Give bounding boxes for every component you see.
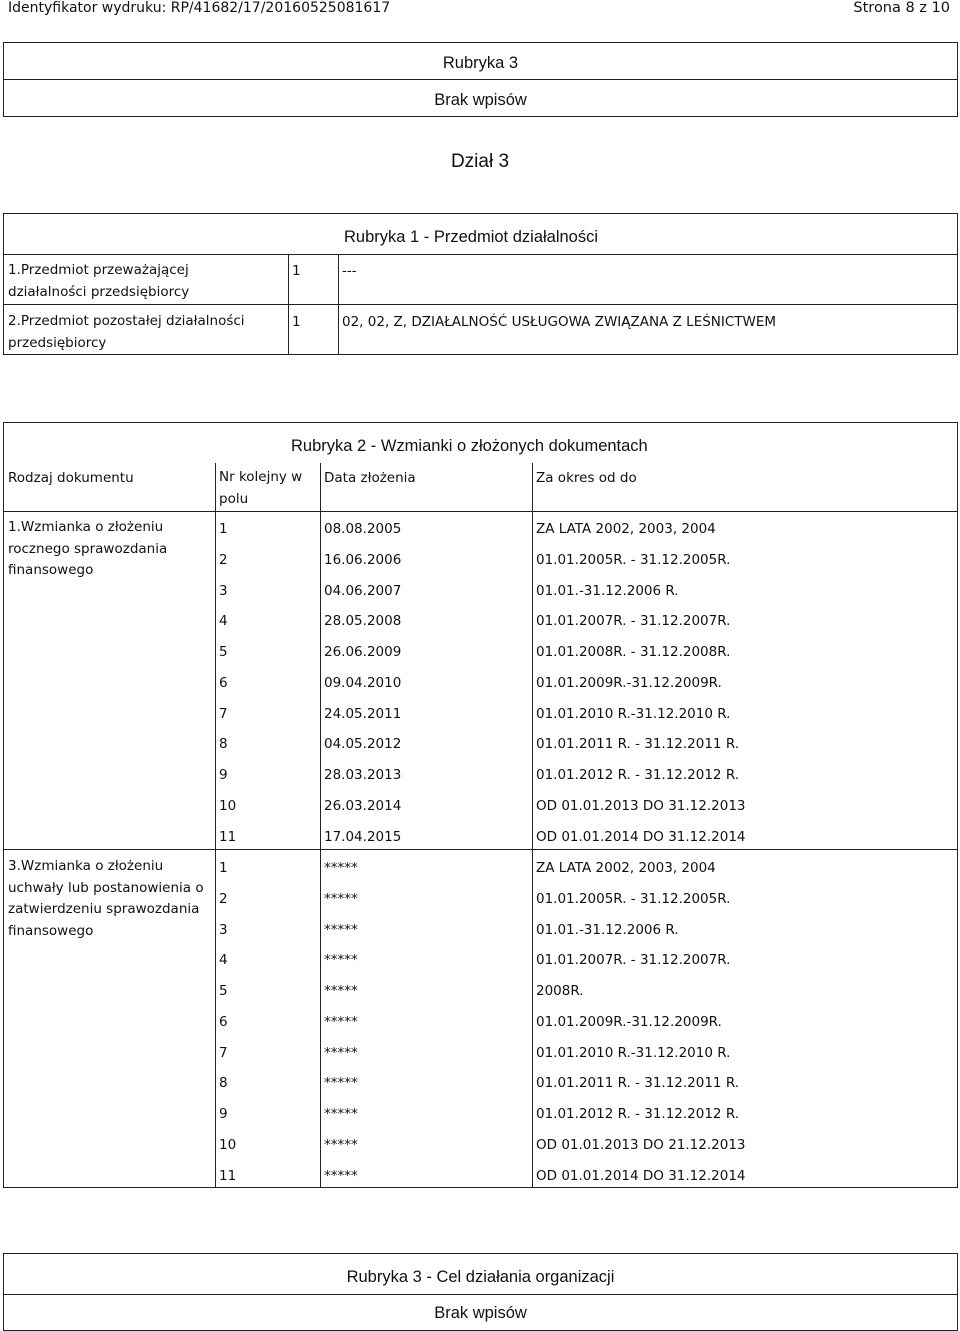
row-period: 01.01.2007R. - 31.12.2007R. bbox=[536, 952, 731, 969]
row-nr: 6 bbox=[219, 674, 228, 691]
row-period: OD 01.01.2013 DO 21.12.2013 bbox=[536, 1136, 746, 1153]
row-period: 01.01.-31.12.2006 R. bbox=[536, 582, 679, 599]
row-period: 01.01.2008R. - 31.12.2008R. bbox=[536, 644, 731, 660]
row-nr: 2 bbox=[219, 551, 228, 568]
row-date: ***** bbox=[324, 1167, 358, 1184]
rubryka3-bottom-section bbox=[3, 1253, 958, 1331]
rubryka2-section bbox=[3, 422, 958, 1188]
row-nr: 10 bbox=[219, 1136, 237, 1153]
row-nr: 11 bbox=[219, 1167, 237, 1184]
rubryka3-top-title: Rubryka 3 bbox=[442, 54, 519, 72]
row-date: 28.05.2008 bbox=[324, 613, 402, 630]
rubryka1-row1-nr: 1 bbox=[292, 263, 301, 279]
rubryka3-bottom-title: Rubryka 3 - Cel działania organizacji bbox=[346, 1268, 615, 1286]
group2-label: 3.Wzmianka o złożeniu uchwały lub postanowienia o zatwierdzeniu sprawozdania finansowego bbox=[8, 858, 204, 939]
row-date: ***** bbox=[324, 921, 358, 938]
row-nr: 5 bbox=[219, 644, 228, 660]
row-nr: 4 bbox=[219, 613, 228, 630]
row-nr: 7 bbox=[219, 1044, 228, 1061]
row-nr: 10 bbox=[219, 797, 237, 814]
rubryka1-section bbox=[3, 213, 958, 355]
row-nr: 8 bbox=[219, 736, 228, 753]
row-nr: 5 bbox=[219, 983, 228, 999]
row-period: 01.01.2009R.-31.12.2009R. bbox=[536, 674, 722, 691]
row-nr: 3 bbox=[219, 921, 228, 938]
row-date: 04.05.2012 bbox=[324, 736, 402, 753]
row-nr: 9 bbox=[219, 767, 228, 783]
row-date: 08.08.2005 bbox=[324, 521, 402, 537]
rubryka3-top-section bbox=[3, 42, 958, 117]
row-date: 26.06.2009 bbox=[324, 644, 402, 660]
row-date: 17.04.2015 bbox=[324, 828, 402, 845]
row-date: ***** bbox=[324, 860, 358, 876]
row-period: 01.01.-31.12.2006 R. bbox=[536, 921, 679, 938]
rubryka1-row2-value: 02, 02, Z, DZIAŁALNOŚĆ USŁUGOWA ZWIĄZANA Z LEŚNICTWEM bbox=[342, 314, 777, 330]
row-period: 01.01.2011 R. - 31.12.2011 R. bbox=[536, 736, 740, 753]
row-period: OD 01.01.2014 DO 31.12.2014 bbox=[536, 828, 746, 845]
group1-label: 1.Wzmianka o złożeniu rocznego sprawozdania finansowego bbox=[8, 519, 168, 578]
row-period: OD 01.01.2013 DO 31.12.2013 bbox=[536, 797, 746, 814]
row-period: 01.01.2007R. - 31.12.2007R. bbox=[536, 613, 731, 630]
rubryka3-bottom-status: Brak wpisów bbox=[434, 1304, 527, 1322]
row-period: 01.01.2012 R. - 31.12.2012 R. bbox=[536, 1106, 740, 1122]
page-number: Strona 8 z 10 bbox=[853, 0, 950, 16]
row-period: 2008R. bbox=[536, 983, 584, 999]
rubryka1-row2-label: 2.Przedmiot pozostałej działalności przedsiębiorcy bbox=[8, 313, 245, 351]
row-date: ***** bbox=[324, 1075, 358, 1092]
row-date: ***** bbox=[324, 1013, 358, 1030]
row-nr: 1 bbox=[219, 521, 228, 537]
row-date: 16.06.2006 bbox=[324, 551, 402, 568]
row-nr: 11 bbox=[219, 828, 237, 845]
row-date: ***** bbox=[324, 952, 358, 969]
row-date: ***** bbox=[324, 1136, 358, 1153]
row-date: 24.05.2011 bbox=[324, 705, 402, 722]
row-nr: 6 bbox=[219, 1013, 228, 1030]
row-date: 09.04.2010 bbox=[324, 674, 402, 691]
row-period: 01.01.2009R.-31.12.2009R. bbox=[536, 1013, 722, 1030]
col-header-data: Data złożenia bbox=[324, 470, 416, 486]
row-nr: 1 bbox=[219, 860, 228, 876]
row-period: 01.01.2010 R.-31.12.2010 R. bbox=[536, 705, 731, 722]
rubryka1-row1-label: 1.Przedmiot przeważającej działalności przedsiębiorcy bbox=[8, 262, 190, 300]
row-period: 01.01.2005R. - 31.12.2005R. bbox=[536, 890, 731, 907]
row-date: 26.03.2014 bbox=[324, 797, 402, 814]
col-header-okres: Za okres od do bbox=[536, 470, 637, 486]
rubryka3-top-status: Brak wpisów bbox=[434, 91, 527, 109]
row-date: ***** bbox=[324, 1106, 358, 1122]
row-period: ZA LATA 2002, 2003, 2004 bbox=[536, 521, 716, 537]
row-period: 01.01.2010 R.-31.12.2010 R. bbox=[536, 1044, 731, 1061]
row-nr: 9 bbox=[219, 1106, 228, 1122]
row-nr: 3 bbox=[219, 582, 228, 599]
rubryka2-title: Rubryka 2 - Wzmianki o złożonych dokumentach bbox=[291, 437, 648, 455]
row-date: 04.06.2007 bbox=[324, 582, 402, 599]
row-date: ***** bbox=[324, 983, 358, 999]
row-date: ***** bbox=[324, 890, 358, 907]
row-period: 01.01.2012 R. - 31.12.2012 R. bbox=[536, 767, 740, 783]
row-nr: 2 bbox=[219, 890, 228, 907]
row-date: 28.03.2013 bbox=[324, 767, 402, 783]
rubryka1-row2-nr: 1 bbox=[292, 314, 301, 330]
row-nr: 4 bbox=[219, 952, 228, 969]
row-date: ***** bbox=[324, 1044, 358, 1061]
row-period: ZA LATA 2002, 2003, 2004 bbox=[536, 860, 716, 876]
row-period: 01.01.2011 R. - 31.12.2011 R. bbox=[536, 1075, 740, 1092]
print-identifier: Identyfikator wydruku: RP/41682/17/20160525081617 bbox=[8, 0, 391, 16]
rubryka1-row1-value: --- bbox=[342, 263, 357, 279]
rubryka1-title: Rubryka 1 - Przedmiot działalności bbox=[344, 228, 599, 246]
row-period: 01.01.2005R. - 31.12.2005R. bbox=[536, 551, 731, 568]
row-nr: 7 bbox=[219, 705, 228, 722]
dzial-heading: Dział 3 bbox=[450, 151, 510, 172]
row-period: OD 01.01.2014 DO 31.12.2014 bbox=[536, 1167, 746, 1184]
col-header-nr: Nr kolejny w polu bbox=[219, 469, 303, 507]
col-header-rodzaj: Rodzaj dokumentu bbox=[8, 470, 134, 486]
row-nr: 8 bbox=[219, 1075, 228, 1092]
